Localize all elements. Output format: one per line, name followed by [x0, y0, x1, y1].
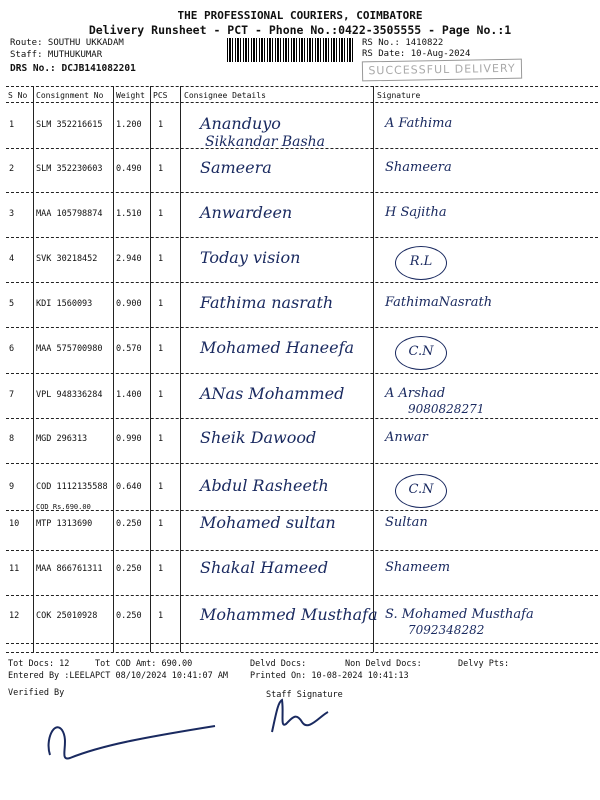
column-divider — [113, 86, 114, 652]
row-pcs: 1 — [158, 299, 164, 309]
row-weight: 0.990 — [116, 434, 142, 444]
row-signature: Sultan — [385, 515, 428, 530]
row-weight: 0.490 — [116, 164, 142, 174]
row-sno: 5 — [9, 299, 15, 309]
row-sno: 6 — [9, 344, 15, 354]
row-consignee-handwritten: Sameera — [200, 158, 272, 177]
row-consignment-no: MTP 1313690 — [36, 519, 93, 529]
row-consignee-handwritten: Sheik Dawood — [200, 428, 317, 447]
col-header-consignment: Consignment No — [36, 91, 104, 100]
verified-by-signature — [40, 700, 220, 770]
row-signature-circled: R.L — [395, 246, 447, 280]
staff-signature-label: Staff Signature — [266, 690, 343, 700]
row-signature-circled: C.N — [395, 336, 447, 370]
row-consignment-no: SLM 352216615 — [36, 120, 103, 130]
row-consignee-handwritten: Today vision — [200, 248, 301, 267]
row-pcs: 1 — [158, 120, 164, 130]
row-separator — [6, 550, 598, 551]
row-separator — [6, 373, 598, 374]
printed-on: Printed On: 10-08-2024 10:41:13 — [250, 671, 409, 681]
row-consignment-no: VPL 948336284 — [36, 390, 103, 400]
row-weight: 0.570 — [116, 344, 142, 354]
entered-by: Entered By :LEELAPCT 08/10/2024 10:41:07 AM — [8, 671, 229, 681]
row-consignment-no: KDI 1560093 — [36, 299, 93, 309]
row-consignee-handwritten: ANas Mohammed — [200, 384, 345, 403]
row-consignee-handwritten: Mohamed sultan — [200, 513, 336, 532]
row-consignee-handwritten: Shakal Hameed — [200, 558, 329, 577]
row-consignee-handwritten-2: Sikkandar Basha — [205, 134, 326, 150]
col-header-sno: S No — [8, 91, 28, 100]
row-consignee-handwritten: Anwardeen — [200, 203, 293, 222]
non-delivered-docs: Non Delvd Docs: — [345, 659, 422, 669]
row-consignment-no: MAA 105798874 — [36, 209, 103, 219]
row-sno: 12 — [9, 611, 20, 621]
row-sno: 4 — [9, 254, 15, 264]
company-title: THE PROFESSIONAL COURIERS, COIMBATORE — [177, 9, 423, 22]
row-signature: A Fathima — [385, 116, 453, 131]
row-consignee-handwritten: Mohammed Musthafa — [200, 605, 378, 624]
row-consignment-no: SLM 352230603 — [36, 164, 103, 174]
row-consignment-no: MGD 296313 — [36, 434, 88, 444]
row-weight: 0.250 — [116, 519, 142, 529]
verified-by-label: Verified By — [8, 688, 65, 698]
row-consignment-no: COD 1112135588 — [36, 482, 108, 492]
row-sno: 1 — [9, 120, 15, 130]
row-cod-note: COD Rs.690.00 — [36, 503, 91, 511]
col-header-pcs: PCS — [153, 91, 168, 100]
row-signature: H Sajitha — [385, 205, 447, 220]
col-header-signature: Signature — [377, 91, 421, 100]
row-separator — [6, 282, 598, 283]
row-consignee-handwritten: Mohamed Haneefa — [200, 338, 355, 357]
runsheet-subtitle: Delivery Runsheet - PCT - Phone No.:0422-3505555 - Page No.:1 — [88, 23, 512, 37]
row-signature: Shameem — [385, 560, 451, 575]
row-sno: 8 — [9, 434, 15, 444]
column-divider — [150, 86, 151, 652]
row-pcs: 1 — [158, 434, 164, 444]
row-consignment-no: COK 25010928 — [36, 611, 98, 621]
row-separator — [6, 327, 598, 328]
row-signature: A Arshad — [385, 386, 446, 401]
col-header-consignee: Consignee Details — [184, 91, 266, 100]
row-weight: 2.940 — [116, 254, 142, 264]
row-signature-phone: 7092348282 — [408, 623, 485, 637]
row-separator — [6, 510, 598, 511]
row-signature: FathimaNasrath — [385, 295, 493, 310]
row-consignee-handwritten: Ananduyo — [200, 114, 281, 133]
drs-number: DRS No.: DCJB141082201 — [10, 63, 136, 74]
row-signature: Anwar — [385, 430, 428, 445]
rs-number: RS No.: 1410822 — [362, 38, 444, 48]
row-pcs: 1 — [158, 209, 164, 219]
row-sno: 3 — [9, 209, 15, 219]
row-pcs: 1 — [158, 611, 164, 621]
table-top-rule — [6, 86, 598, 87]
row-signature: S. Mohamed Musthafa — [385, 607, 534, 622]
column-divider — [33, 86, 34, 652]
row-weight: 1.400 — [116, 390, 142, 400]
row-weight: 0.900 — [116, 299, 142, 309]
row-sno: 10 — [9, 519, 20, 529]
row-signature: Shameera — [385, 160, 452, 175]
row-weight: 0.250 — [116, 564, 142, 574]
row-pcs: 1 — [158, 519, 164, 529]
row-weight: 1.510 — [116, 209, 142, 219]
delivery-stamp: SUCCESSFUL DELIVERY — [362, 59, 522, 82]
row-sno: 9 — [9, 482, 15, 492]
barcode — [227, 38, 355, 62]
row-consignment-no: MAA 575700980 — [36, 344, 103, 354]
row-weight: 0.640 — [116, 482, 142, 492]
row-separator — [6, 463, 598, 464]
row-pcs: 1 — [158, 482, 164, 492]
row-pcs: 1 — [158, 164, 164, 174]
column-divider — [180, 86, 181, 652]
total-docs: Tot Docs: 12 — [8, 659, 70, 669]
row-weight: 0.250 — [116, 611, 142, 621]
row-separator — [6, 418, 598, 419]
row-signature-phone: 9080828271 — [408, 402, 485, 416]
row-separator — [6, 643, 598, 644]
row-separator — [6, 237, 598, 238]
row-pcs: 1 — [158, 254, 164, 264]
delivery-points: Delvy Pts: — [458, 659, 510, 669]
row-separator — [6, 192, 598, 193]
staff-label: Staff: MUTHUKUMAR — [10, 50, 103, 60]
row-sno: 2 — [9, 164, 15, 174]
route-label: Route: SOUTHU UKKADAM — [10, 38, 124, 48]
col-header-weight: Weight — [116, 91, 145, 100]
delivered-docs: Delvd Docs: — [250, 659, 307, 669]
total-cod-amount: Tot COD Amt: 690.00 — [95, 659, 193, 669]
row-signature-circled: C.N — [395, 474, 447, 508]
rs-date: RS Date: 10-Aug-2024 — [362, 49, 471, 59]
row-consignment-no: SVK 30218452 — [36, 254, 98, 264]
row-separator — [6, 148, 598, 149]
row-pcs: 1 — [158, 564, 164, 574]
row-consignee-handwritten: Fathima nasrath — [200, 293, 334, 312]
staff-signature-mark — [262, 694, 332, 734]
row-sno: 11 — [9, 564, 20, 574]
row-sno: 7 — [9, 390, 15, 400]
row-pcs: 1 — [158, 344, 164, 354]
table-header-rule — [6, 102, 598, 103]
row-consignee-handwritten: Abdul Rasheeth — [200, 476, 329, 495]
row-consignment-no: MAA 866761311 — [36, 564, 103, 574]
footer-rule — [6, 652, 598, 653]
row-separator — [6, 595, 598, 596]
row-weight: 1.200 — [116, 120, 142, 130]
row-pcs: 1 — [158, 390, 164, 400]
column-divider — [373, 86, 374, 652]
